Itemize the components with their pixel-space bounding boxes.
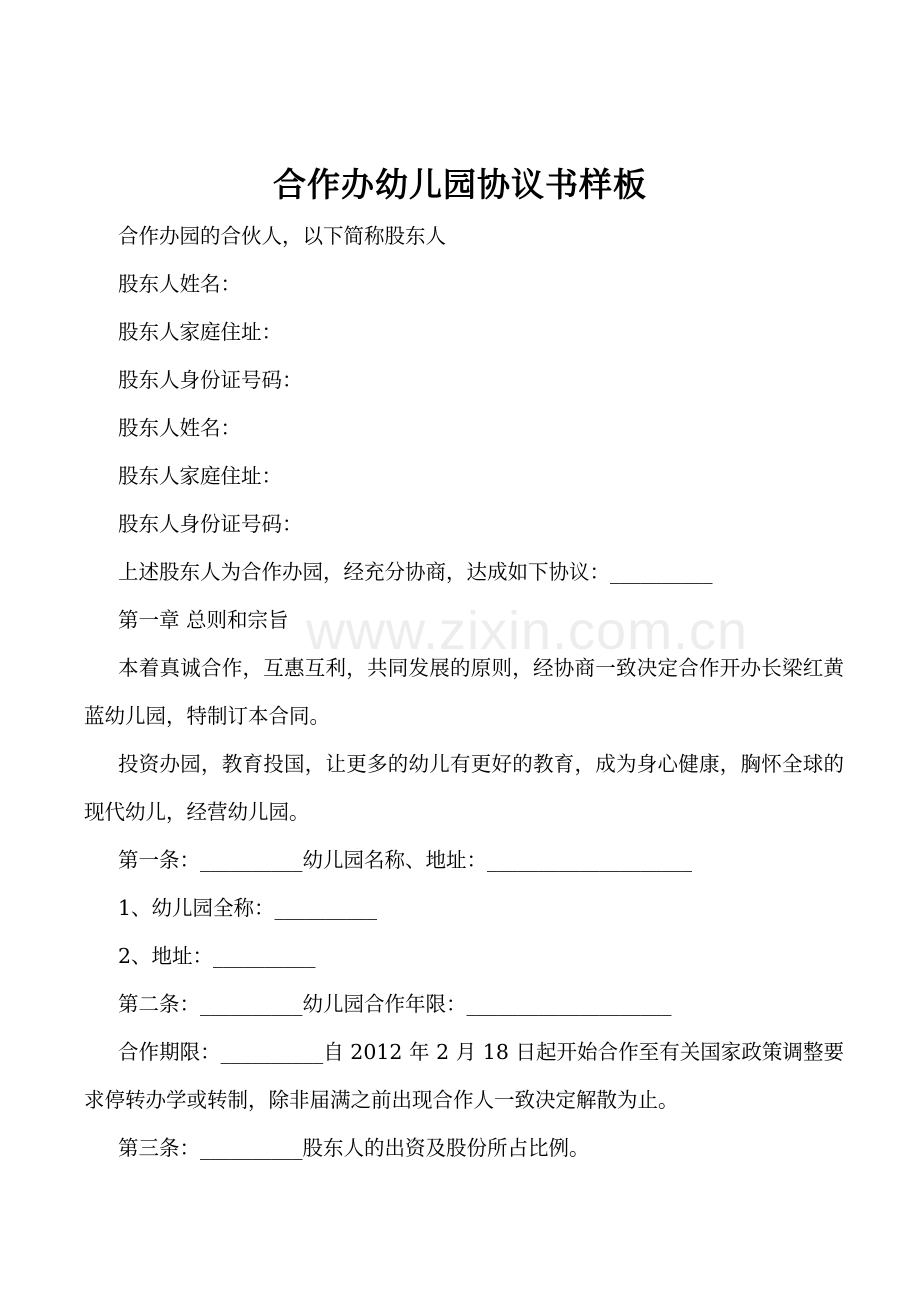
- paragraph-shareholder-address-1: 股东人家庭住址：: [118, 320, 282, 344]
- paragraph-intro: 合作办园的合伙人，以下简称股东人: [118, 224, 446, 248]
- paragraph-purpose: 投资办园，教育投国，让更多的幼儿有更好的教育，成为身心健康，胸怀全球的现代幼儿，经营幼儿园。: [84, 752, 844, 824]
- paragraph-term: 合作期限：__________自 2012 年 2 月 18 日起开始合作至有关国家政策调整要求停转办学或转制，除非届满之前出现合作人一致决定解散为止。: [84, 1040, 844, 1112]
- article-one-item-address: 2、地址：__________: [118, 944, 316, 968]
- article-three: 第三条：__________股东人的出资及股份所占比例。: [118, 1136, 590, 1160]
- document-title: 合作办幼儿园协议书样板: [273, 165, 647, 204]
- paragraph-shareholder-id-1: 股东人身份证号码：: [118, 368, 303, 392]
- chapter-heading: 第一章 总则和宗旨: [118, 608, 289, 632]
- paragraph-shareholder-id-2: 股东人身份证号码：: [118, 512, 303, 536]
- document-body: [84, 212, 844, 1172]
- paragraph-shareholder-name-2: 股东人姓名：: [118, 416, 241, 440]
- paragraph-agreement-statement: 上述股东人为合作办园，经充分协商，达成如下协议：__________: [118, 560, 713, 584]
- article-two: 第二条：__________幼儿园合作年限：____________________: [118, 992, 672, 1016]
- article-one: 第一条：__________幼儿园名称、地址：____________________: [118, 848, 692, 872]
- paragraph-principle: 本着真诚合作，互惠互利，共同发展的原则，经协商一致决定合作开办长梁红黄蓝幼儿园，特制订本合同。: [84, 656, 844, 728]
- article-one-item-name: 1、幼儿园全称：__________: [118, 896, 378, 920]
- watermark: www.zixin.com.cn: [306, 601, 749, 661]
- paragraph-shareholder-address-2: 股东人家庭住址：: [118, 464, 282, 488]
- paragraph-shareholder-name-1: 股东人姓名：: [118, 272, 241, 296]
